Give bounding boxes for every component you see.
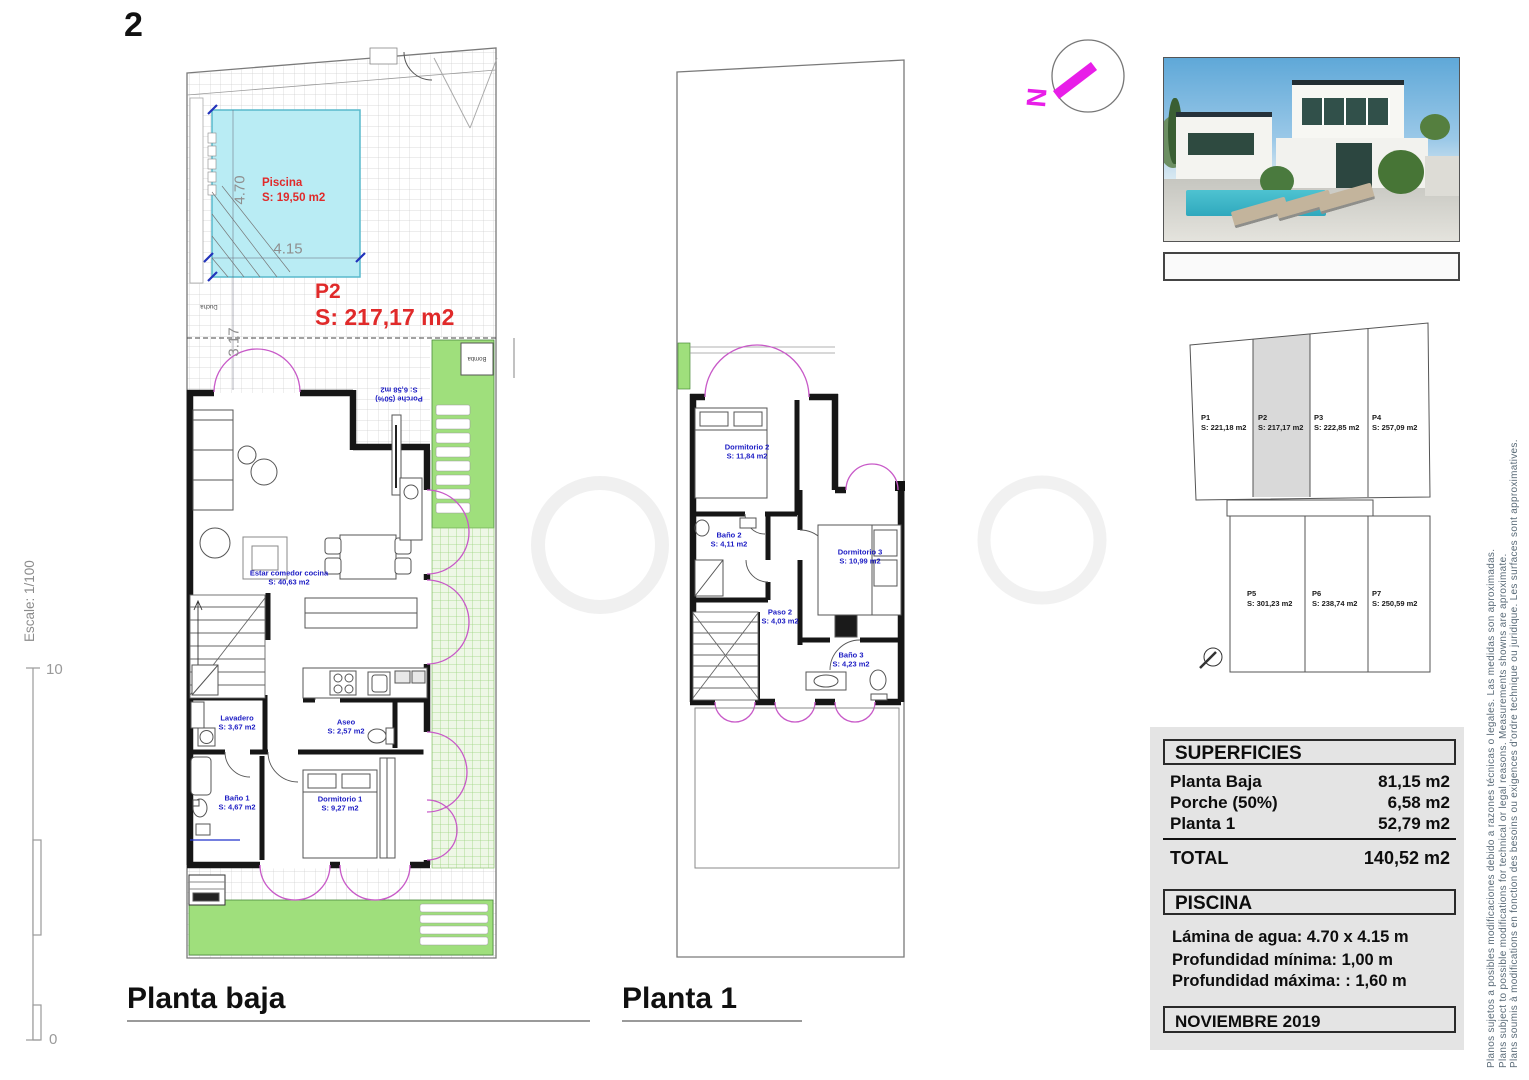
plot-p2-label bbox=[315, 281, 454, 329]
room-label-dormitorio3 bbox=[838, 548, 883, 567]
room-label-aseo bbox=[327, 718, 364, 737]
total-value: 140,52 m2 bbox=[1363, 848, 1450, 868]
disclaimer-fr: Plans soumis à modifications en fonction des besoins ou exigences d'ordre technique ou juridique. Les surfaces sont approximatives. bbox=[1509, 439, 1520, 1068]
dim-pool-offset: 3.17 bbox=[225, 327, 243, 357]
plot-area: S: 217,17 m2 bbox=[315, 304, 455, 331]
porche-area: S: 6,58 m2 bbox=[380, 385, 418, 394]
site-plot-p2 bbox=[1258, 413, 1303, 433]
plot-id: P2 bbox=[315, 280, 341, 303]
row-label: Planta Baja bbox=[1170, 772, 1262, 791]
plot-area: S: 238,74 m2 bbox=[1312, 598, 1358, 608]
photo-glass-door bbox=[1336, 143, 1372, 188]
room-name: Baño 3 bbox=[838, 650, 864, 660]
room-label-lavadero bbox=[218, 714, 255, 733]
room-area: S: 4,03 m2 bbox=[761, 617, 799, 626]
total-label: TOTAL bbox=[1170, 848, 1229, 868]
room-name: Aseo bbox=[336, 717, 356, 727]
room-area: S: 2,57 m2 bbox=[327, 727, 365, 736]
planta-1-underline bbox=[622, 1020, 802, 1022]
room-label-bano1 bbox=[218, 794, 255, 813]
room-name: Dormitorio 2 bbox=[724, 442, 770, 452]
room-name: Estar comedor cocina bbox=[249, 568, 329, 578]
plot-area: S: 221,18 m2 bbox=[1201, 422, 1247, 432]
dim-pool-height: 4.70 bbox=[231, 175, 249, 205]
superficies-row bbox=[1170, 793, 1450, 813]
room-name: Lavadero bbox=[220, 713, 254, 723]
plot-id: P6 bbox=[1312, 589, 1322, 598]
plot-id: P4 bbox=[1372, 413, 1382, 422]
plot-area: S: 217,17 m2 bbox=[1258, 422, 1304, 432]
superficies-row bbox=[1170, 814, 1450, 834]
photo-house-upper bbox=[1292, 80, 1404, 143]
plot-id: P2 bbox=[1258, 413, 1268, 422]
row-label: Planta 1 bbox=[1170, 814, 1236, 833]
site-plot-p1 bbox=[1201, 413, 1246, 433]
porche-label bbox=[375, 385, 423, 404]
page-number: 2 bbox=[124, 6, 143, 44]
room-label-dormitorio2 bbox=[725, 443, 770, 462]
scale-bar bbox=[26, 668, 41, 1040]
pool-area: S: 19,50 m2 bbox=[262, 191, 326, 204]
photo-bush bbox=[1378, 150, 1424, 194]
pool-label bbox=[262, 176, 325, 206]
piscina-line: Profundidad mínima: 1,00 m bbox=[1172, 951, 1393, 969]
plot-area: S: 250,59 m2 bbox=[1372, 598, 1418, 608]
date-box: NOVIEMBRE 2019 bbox=[1163, 1006, 1456, 1033]
room-label-paso2 bbox=[761, 608, 798, 627]
planta-1-title: Planta 1 bbox=[622, 982, 738, 1015]
room-area: S: 10,99 m2 bbox=[839, 557, 881, 566]
room-name: Paso 2 bbox=[767, 607, 793, 617]
superficies-header: SUPERFICIES bbox=[1163, 739, 1456, 765]
room-area: S: 4,11 m2 bbox=[710, 540, 748, 549]
bomba-label: Bomba bbox=[467, 355, 487, 361]
porche-name: Porche (50%) bbox=[375, 394, 423, 404]
room-label-estar bbox=[250, 569, 328, 588]
north-arrow bbox=[1052, 40, 1124, 112]
plot-area: S: 301,23 m2 bbox=[1247, 598, 1293, 608]
room-area: S: 40,63 m2 bbox=[268, 578, 310, 587]
dim-pool-width: 4.15 bbox=[273, 240, 303, 258]
superficies-total-row bbox=[1170, 848, 1450, 869]
row-value: 6,58 m2 bbox=[1387, 793, 1450, 812]
north-letter: N bbox=[1020, 86, 1053, 109]
planta-baja-title: Planta baja bbox=[127, 982, 286, 1015]
piscina-line: Profundidad máxima: : 1,60 m bbox=[1172, 972, 1407, 990]
room-name: Dormitorio 1 bbox=[317, 794, 363, 804]
row-label: Porche (50%) bbox=[1170, 793, 1278, 812]
pool-name: Piscina bbox=[262, 177, 303, 189]
photo-window bbox=[1188, 133, 1254, 155]
row-value: 81,15 m2 bbox=[1378, 772, 1450, 791]
site-plot-p3 bbox=[1314, 413, 1359, 433]
disclaimer-en: Plans subject to possible modifications for technical or legal reasons. Measurements showns are aproximate. bbox=[1497, 553, 1509, 1068]
row-value: 52,79 m2 bbox=[1378, 814, 1450, 833]
room-label-bano2 bbox=[711, 531, 748, 550]
planta-1-plan bbox=[677, 60, 905, 957]
plot-id: P7 bbox=[1372, 589, 1382, 598]
ducha-label: Ducha bbox=[200, 303, 218, 309]
site-plot-p6 bbox=[1312, 589, 1357, 609]
plot-id: P5 bbox=[1247, 589, 1257, 598]
plot-id: P1 bbox=[1201, 413, 1211, 422]
photo-side-wall bbox=[1425, 156, 1459, 196]
room-label-dormitorio1 bbox=[318, 795, 363, 814]
p1-stairs bbox=[693, 612, 758, 700]
room-name: Dormitorio 3 bbox=[837, 547, 883, 557]
photo-house-left bbox=[1176, 112, 1272, 187]
title-block-empty bbox=[1163, 252, 1460, 281]
site-plot-p7 bbox=[1372, 589, 1417, 609]
villa-photo bbox=[1163, 57, 1460, 242]
scale-label: Escale: 1/100 bbox=[22, 560, 37, 642]
plot-area: S: 222,85 m2 bbox=[1314, 422, 1360, 432]
room-label-bano3 bbox=[832, 651, 869, 670]
plot-area: S: 257,09 m2 bbox=[1372, 422, 1418, 432]
room-area: S: 9,27 m2 bbox=[321, 804, 359, 813]
planta-baja-underline bbox=[127, 1020, 590, 1022]
superficies-row bbox=[1170, 772, 1450, 792]
piscina-line: Lámina de agua: 4.70 x 4.15 m bbox=[1172, 928, 1409, 946]
superficies-divider bbox=[1163, 838, 1456, 840]
room-name: Baño 1 bbox=[224, 793, 250, 803]
plot-id: P3 bbox=[1314, 413, 1324, 422]
room-area: S: 11,84 m2 bbox=[726, 452, 768, 461]
site-plot-p5 bbox=[1247, 589, 1292, 609]
photo-palm bbox=[1420, 114, 1450, 140]
scale-top-number: 10 bbox=[46, 661, 63, 678]
site-plan bbox=[1190, 323, 1430, 672]
piscina-header: PISCINA bbox=[1163, 889, 1456, 915]
disclaimer-text bbox=[1486, 38, 1521, 1068]
room-area: S: 3,67 m2 bbox=[218, 723, 256, 732]
room-name: Baño 2 bbox=[716, 530, 742, 540]
room-area: S: 4,67 m2 bbox=[218, 803, 256, 812]
site-plot-p4 bbox=[1372, 413, 1417, 433]
room-area: S: 4,23 m2 bbox=[832, 660, 870, 669]
disclaimer-es: Planos sujetos a posibles modificaciones debido a razones técnicas o legales. Las medidas son aproximadas. bbox=[1486, 548, 1497, 1068]
scale-bottom-number: 0 bbox=[49, 1031, 58, 1048]
photo-window bbox=[1302, 98, 1390, 125]
